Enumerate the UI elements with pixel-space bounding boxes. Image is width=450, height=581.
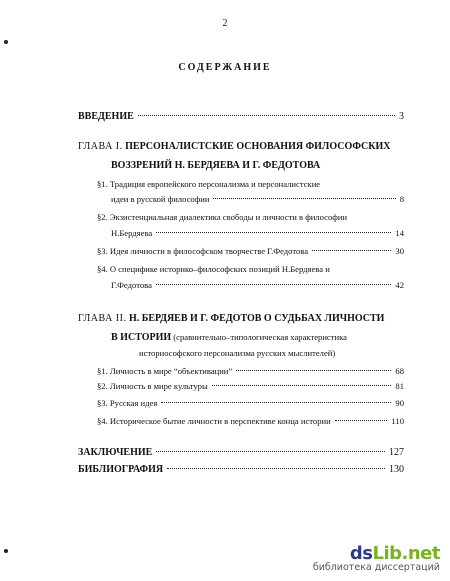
toc-title: СОДЕРЖАНИЕ xyxy=(178,62,272,73)
leader-dots xyxy=(236,370,391,371)
chapter2-title-line2 xyxy=(111,331,347,343)
conclusion-page: 127 xyxy=(389,447,404,458)
ch1-section2-line2: Н.Бердяева xyxy=(111,228,153,238)
bibliography-label: БИБЛИОГРАФИЯ xyxy=(78,464,164,475)
ch1-section3-line1: §3. Идея личности в философском творчестве Г.Федотова xyxy=(97,246,309,256)
leader-dots xyxy=(212,385,392,386)
watermark-subtitle: библиотека диссертаций xyxy=(312,562,440,573)
ch2-section1-page: 68 xyxy=(395,366,404,376)
leader-dots xyxy=(156,232,391,233)
toc-entry-ch1-s3 xyxy=(97,245,404,257)
toc-entry-ch2-s3 xyxy=(97,397,404,409)
chapter2-heading xyxy=(78,313,384,325)
toc-entry-ch2-s1 xyxy=(97,365,404,377)
chapter2-label: ГЛАВА II. xyxy=(78,313,127,324)
leader-dots xyxy=(161,402,391,403)
toc-entry-ch1-s2 xyxy=(111,227,404,239)
ch1-section4-page: 42 xyxy=(395,280,404,290)
ch2-section4: §4. Историческое бытие личности в перспективе конца истории xyxy=(97,416,331,426)
chapter1-title-line2: ВОЗЗРЕНИЙ Н. БЕРДЯЕВА И Г. ФЕДОТОВА xyxy=(111,160,321,171)
ch1-section2-page: 14 xyxy=(395,228,404,238)
chapter2-title-line1: Н. БЕРДЯЕВ И Г. ФЕДОТОВ О СУДЬБАХ ЛИЧНОСТИ xyxy=(128,313,385,324)
leader-dots xyxy=(156,284,392,285)
leader-dots xyxy=(138,115,395,116)
leader-dots xyxy=(167,468,385,469)
intro-page: 3 xyxy=(399,111,404,122)
dslib-watermark xyxy=(313,543,440,573)
toc-entry-ch1-s4 xyxy=(111,279,404,291)
chapter1-label: ГЛАВА I. xyxy=(78,141,123,152)
toc-entry-ch1-s1 xyxy=(111,193,404,205)
toc-entry-ch2-s2 xyxy=(97,380,404,392)
ch1-section1-line2: идеи в русской философии xyxy=(111,194,210,204)
toc-entry-intro xyxy=(78,111,404,123)
conclusion-label: ЗАКЛЮЧЕНИЕ xyxy=(78,447,153,458)
dslib-logo xyxy=(313,543,440,564)
chapter1-heading xyxy=(78,141,390,153)
ch1-section3-page: 30 xyxy=(395,246,404,256)
ch1-section1-line1: §1. Традиция европейского персонализма и персоналистские xyxy=(97,179,321,189)
leader-dots xyxy=(335,420,388,421)
logo-net: .net xyxy=(401,543,440,564)
page-number: 2 xyxy=(222,18,228,29)
ch2-section2-page: 81 xyxy=(395,381,404,391)
chapter2-title-subtitle: (сравнительно–типологическая характеристика xyxy=(171,332,347,342)
ch1-section2-line1: §2. Экзистенциальная диалектика свободы и личности в философии xyxy=(97,212,348,222)
leader-dots xyxy=(312,250,391,251)
toc-entry-conclusion xyxy=(78,447,404,459)
leader-dots xyxy=(156,451,385,452)
ch2-section3-page: 90 xyxy=(395,398,404,408)
chapter2-title-bold: В ИСТОРИИ xyxy=(111,332,172,343)
logo-lib: Lib xyxy=(372,543,402,564)
toc-entry-ch2-s4 xyxy=(97,415,404,427)
ch1-section4-line1: §4. О специфике историко–философских позиций Н.Бердяева и xyxy=(97,264,330,274)
intro-label: ВВЕДЕНИЕ xyxy=(78,111,134,122)
bibliography-page: 130 xyxy=(389,464,404,475)
chapter2-title-line3: историософского персонализма русских мыслителей) xyxy=(139,348,336,358)
leader-dots xyxy=(213,198,395,199)
ch2-section2: §2. Личность в мире культуры xyxy=(97,381,208,391)
ch1-section4-line2: Г.Федотова xyxy=(111,280,152,290)
toc-entry-bibliography xyxy=(78,464,404,476)
ch2-section4-page: 110 xyxy=(391,416,404,426)
ch1-section1-page: 8 xyxy=(399,194,404,204)
logo-ds: ds xyxy=(349,543,373,564)
ch2-section1: §1. Личность в мире “объективации” xyxy=(97,366,233,376)
chapter1-title-line1: ПЕРСОНАЛИСТСКИЕ ОСНОВАНИЯ ФИЛОСОФСКИХ xyxy=(125,141,391,152)
ch2-section3: §3. Русская идея xyxy=(97,398,158,408)
